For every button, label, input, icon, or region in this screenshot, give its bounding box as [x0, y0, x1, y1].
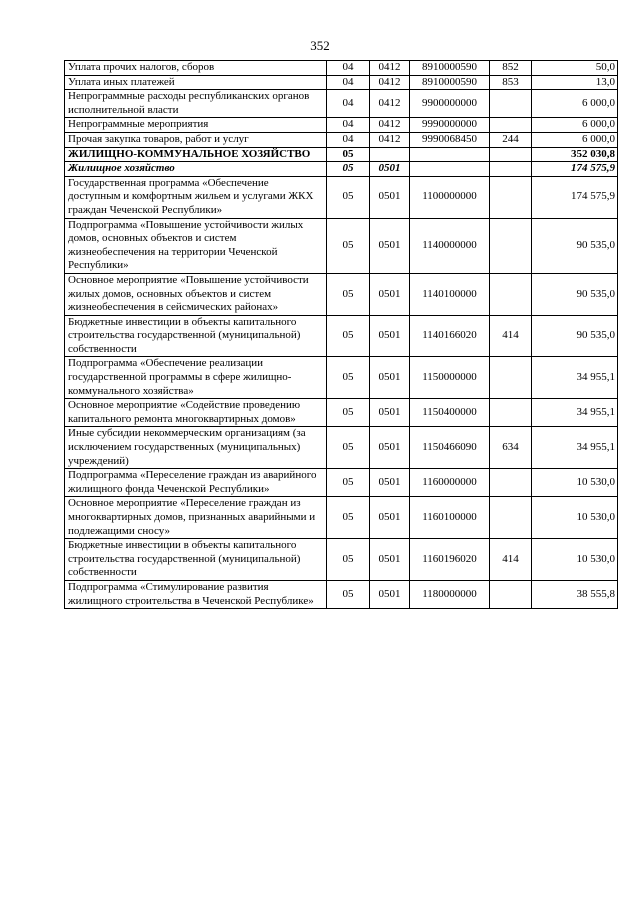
amount-cell: 34 955,1	[532, 427, 618, 469]
subsection-code-cell: 0501	[370, 497, 410, 539]
subsection-code-cell: 0501	[370, 176, 410, 218]
target-article-cell: 1150400000	[410, 399, 490, 427]
section-code-cell: 05	[327, 273, 370, 315]
target-article-cell: 1150466090	[410, 427, 490, 469]
subsection-code-cell: 0501	[370, 399, 410, 427]
expense-type-cell: 414	[490, 315, 532, 357]
row-name-cell: Непрограммные мероприятия	[65, 118, 327, 133]
table-row	[65, 162, 618, 177]
row-name-cell: Основное мероприятие «Повышение устойчивости жилых домов, основных объектов и систем жизнеобеспечения в сейсмических районах»	[65, 273, 327, 315]
subsection-code-cell: 0501	[370, 273, 410, 315]
table-row	[65, 61, 618, 76]
amount-cell: 90 535,0	[532, 273, 618, 315]
amount-cell: 6 000,0	[532, 132, 618, 147]
section-code-cell: 04	[327, 61, 370, 76]
row-name-cell: Непрограммные расходы республиканских органов исполнительной власти	[65, 90, 327, 118]
section-code-cell: 05	[327, 315, 370, 357]
row-name-cell: Подпрограмма «Повышение устойчивости жилых домов, основных объектов и систем жизнеобеспечения на территории Чеченской Республики»	[65, 218, 327, 273]
expense-type-cell	[490, 218, 532, 273]
expense-type-cell	[490, 469, 532, 497]
budget-table-body	[65, 61, 618, 609]
expense-type-cell: 414	[490, 539, 532, 581]
section-code-cell: 05	[327, 497, 370, 539]
table-row	[65, 469, 618, 497]
subsection-code-cell: 0501	[370, 580, 410, 608]
subsection-code-cell: 0501	[370, 357, 410, 399]
row-name-cell: Прочая закупка товаров, работ и услуг	[65, 132, 327, 147]
section-code-cell: 05	[327, 399, 370, 427]
section-code-cell: 05	[327, 176, 370, 218]
target-article-cell: 1160000000	[410, 469, 490, 497]
amount-cell: 90 535,0	[532, 218, 618, 273]
amount-cell: 34 955,1	[532, 357, 618, 399]
row-name-cell: Уплата иных платежей	[65, 75, 327, 90]
table-row	[65, 90, 618, 118]
table-row	[65, 75, 618, 90]
row-name-cell: Бюджетные инвестиции в объекты капитального строительства государственной (муниципальной) собственности	[65, 315, 327, 357]
row-name-cell: Бюджетные инвестиции в объекты капитального строительства государственной (муниципальной) собственности	[65, 539, 327, 581]
row-name-cell: Государственная программа «Обеспечение доступным и комфортным жильем и услугами ЖКХ граждан Чеченской Республики»	[65, 176, 327, 218]
section-code-cell: 04	[327, 75, 370, 90]
section-code-cell: 04	[327, 90, 370, 118]
subsection-code-cell: 0501	[370, 539, 410, 581]
target-article-cell: 1160196020	[410, 539, 490, 581]
section-code-cell: 04	[327, 118, 370, 133]
expense-type-cell: 244	[490, 132, 532, 147]
target-article-cell: 1140000000	[410, 218, 490, 273]
row-name-cell: Основное мероприятие «Содействие проведению капитального ремонта многоквартирных домов»	[65, 399, 327, 427]
subsection-code-cell: 0412	[370, 90, 410, 118]
amount-cell: 10 530,0	[532, 469, 618, 497]
subsection-code-cell: 0501	[370, 218, 410, 273]
subsection-code-cell: 0412	[370, 118, 410, 133]
amount-cell: 10 530,0	[532, 497, 618, 539]
target-article-cell: 1140166020	[410, 315, 490, 357]
subsection-code-cell: 0412	[370, 132, 410, 147]
expense-type-cell	[490, 273, 532, 315]
section-code-cell: 05	[327, 147, 370, 162]
amount-cell: 174 575,9	[532, 176, 618, 218]
table-row	[65, 497, 618, 539]
table-row	[65, 132, 618, 147]
target-article-cell: 8910000590	[410, 75, 490, 90]
subsection-code-cell	[370, 147, 410, 162]
row-name-cell: Подпрограмма «Обеспечение реализации государственной программы в сфере жилищно-коммунального хозяйства»	[65, 357, 327, 399]
row-name-cell: Уплата прочих налогов, сборов	[65, 61, 327, 76]
subsection-code-cell: 0412	[370, 61, 410, 76]
section-code-cell: 05	[327, 427, 370, 469]
section-code-cell: 05	[327, 469, 370, 497]
target-article-cell: 9900000000	[410, 90, 490, 118]
table-row	[65, 427, 618, 469]
amount-cell: 38 555,8	[532, 580, 618, 608]
expense-type-cell	[490, 399, 532, 427]
table-row	[65, 357, 618, 399]
target-article-cell: 1160100000	[410, 497, 490, 539]
amount-cell: 34 955,1	[532, 399, 618, 427]
expense-type-cell	[490, 357, 532, 399]
target-article-cell: 8910000590	[410, 61, 490, 76]
subsection-code-cell: 0501	[370, 427, 410, 469]
target-article-cell: 1150000000	[410, 357, 490, 399]
expense-type-cell	[490, 162, 532, 177]
section-code-cell: 05	[327, 580, 370, 608]
target-article-cell: 1100000000	[410, 176, 490, 218]
amount-cell: 90 535,0	[532, 315, 618, 357]
target-article-cell	[410, 162, 490, 177]
expense-type-cell	[490, 118, 532, 133]
subsection-code-cell: 0501	[370, 162, 410, 177]
table-row	[65, 273, 618, 315]
row-name-cell: Подпрограмма «Переселение граждан из аварийного жилищного фонда Чеченской Республики»	[65, 469, 327, 497]
expense-type-cell	[490, 176, 532, 218]
table-row	[65, 399, 618, 427]
section-code-cell: 04	[327, 132, 370, 147]
amount-cell: 13,0	[532, 75, 618, 90]
amount-cell: 352 030,8	[532, 147, 618, 162]
target-article-cell: 1140100000	[410, 273, 490, 315]
row-name-cell: Основное мероприятие «Переселение граждан из многоквартирных домов, признанных аварийными и подлежащими сносу»	[65, 497, 327, 539]
expense-type-cell: 853	[490, 75, 532, 90]
subsection-code-cell: 0412	[370, 75, 410, 90]
target-article-cell	[410, 147, 490, 162]
target-article-cell: 9990000000	[410, 118, 490, 133]
amount-cell: 174 575,9	[532, 162, 618, 177]
table-row	[65, 539, 618, 581]
expense-type-cell	[490, 147, 532, 162]
amount-cell: 6 000,0	[532, 118, 618, 133]
expense-type-cell: 852	[490, 61, 532, 76]
budget-table	[64, 60, 618, 609]
table-row	[65, 176, 618, 218]
subsection-code-cell: 0501	[370, 469, 410, 497]
expense-type-cell	[490, 580, 532, 608]
table-row	[65, 147, 618, 162]
row-name-cell: Жилищное хозяйство	[65, 162, 327, 177]
section-code-cell: 05	[327, 162, 370, 177]
subsection-code-cell: 0501	[370, 315, 410, 357]
expense-type-cell	[490, 90, 532, 118]
section-code-cell: 05	[327, 539, 370, 581]
amount-cell: 50,0	[532, 61, 618, 76]
table-row	[65, 218, 618, 273]
row-name-cell: Подпрограмма «Стимулирование развития жилищного строительства в Чеченской Республике»	[65, 580, 327, 608]
table-row	[65, 315, 618, 357]
expense-type-cell	[490, 497, 532, 539]
target-article-cell: 9990068450	[410, 132, 490, 147]
row-name-cell: ЖИЛИЩНО-КОММУНАЛЬНОЕ ХОЗЯЙСТВО	[65, 147, 327, 162]
table-row	[65, 118, 618, 133]
expense-type-cell: 634	[490, 427, 532, 469]
table-row	[65, 580, 618, 608]
section-code-cell: 05	[327, 218, 370, 273]
amount-cell: 6 000,0	[532, 90, 618, 118]
amount-cell: 10 530,0	[532, 539, 618, 581]
section-code-cell: 05	[327, 357, 370, 399]
target-article-cell: 1180000000	[410, 580, 490, 608]
row-name-cell: Иные субсидии некоммерческим организациям (за исключением государственных (муниципальных) учреждений)	[65, 427, 327, 469]
page-number: 352	[310, 38, 330, 53]
